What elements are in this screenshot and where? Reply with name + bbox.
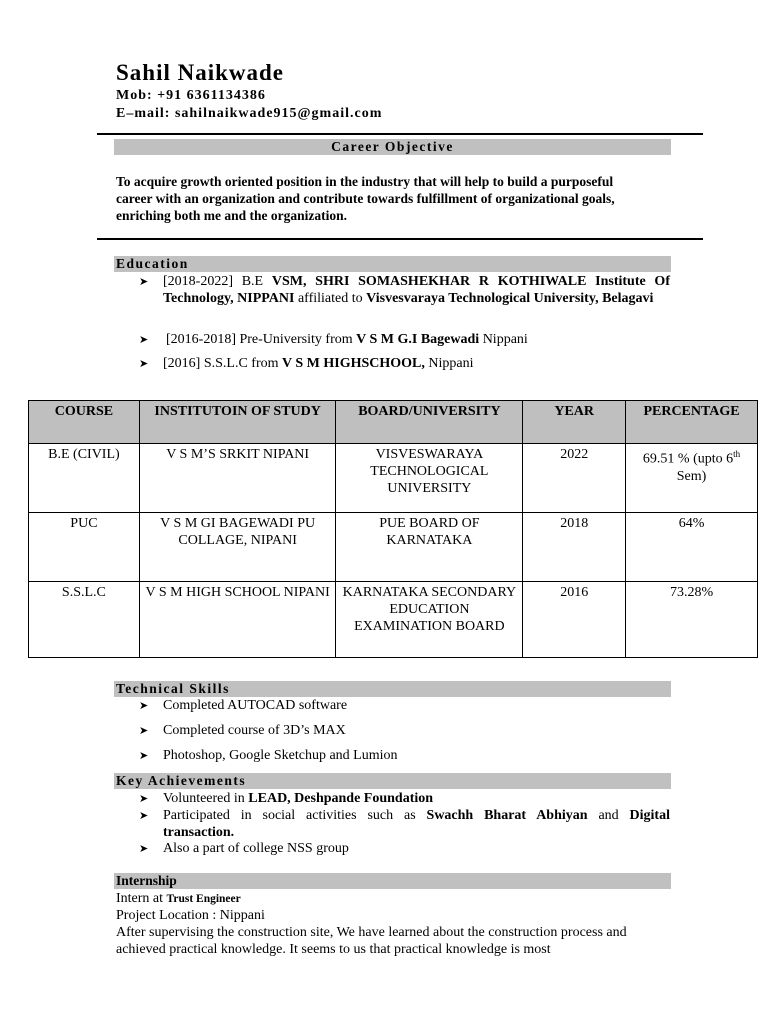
column-header: PERCENTAGE <box>626 401 758 444</box>
education-item: ➤ [2018-2022] B.E VSM, SHRI SOMASHEKHAR R KOTHIWALE Institute Of Technology, NIPPANI affiliated to Visvesvaraya Technological University, Belagavi <box>139 274 670 306</box>
table-cell: V S M GI BAGEWADI PU COLLAGE, NIPANI <box>139 513 336 582</box>
column-header: COURSE <box>29 401 140 444</box>
education-heading: Education <box>114 256 671 272</box>
intern-at: Intern at Trust Engineer <box>116 891 241 906</box>
career-objective-heading: Career Objective <box>114 139 671 155</box>
candidate-name: Sahil Naikwade <box>116 60 285 85</box>
technical-skills-heading: Technical Skills <box>114 681 671 697</box>
table-cell: V S M HIGH SCHOOL NIPANI <box>139 582 336 658</box>
skill-item: ➤ Photoshop, Google Sketchup and Lumion <box>139 748 398 763</box>
arrow-bullet-icon: ➤ <box>139 700 149 712</box>
internship-heading: Internship <box>114 873 671 889</box>
table-row <box>29 582 758 658</box>
divider <box>97 133 703 135</box>
table-cell: 64% <box>626 513 758 582</box>
divider <box>97 238 703 240</box>
table-cell: PUE BOARD OF KARNATAKA <box>336 513 523 582</box>
arrow-bullet-icon: ➤ <box>139 810 149 822</box>
table-row <box>29 513 758 582</box>
table-cell: 69.51 % (upto 6th Sem) <box>626 444 758 513</box>
education-item: ➤ [2016-2018] Pre-University from V S M G.I Bagewadi Nippani <box>139 332 528 347</box>
education-table <box>28 400 758 658</box>
arrow-bullet-icon: ➤ <box>139 358 149 370</box>
internship-description: After supervising the construction site, We have learned about the construction process and achieved practical knowledge. It seems to us that practical knowledge is most <box>116 925 627 957</box>
arrow-bullet-icon: ➤ <box>139 750 149 762</box>
arrow-bullet-icon: ➤ <box>139 334 149 346</box>
table-cell: 73.28% <box>626 582 758 658</box>
career-objective-text: To acquire growth oriented position in the industry that will help to build a purposeful career with an organization and contribute towards fulfillment of organizational goals, enriching both me and the organization. <box>116 174 615 223</box>
table-cell: 2022 <box>523 444 626 513</box>
table-cell: KARNATAKA SECONDARY EDUCATION EXAMINATION BOARD <box>336 582 523 658</box>
arrow-bullet-icon: ➤ <box>139 843 149 855</box>
table-cell: VISVESWARAYA TECHNOLOGICAL UNIVERSITY <box>336 444 523 513</box>
mobile-number: Mob: +91 6361134386 <box>116 88 266 103</box>
arrow-bullet-icon: ➤ <box>139 725 149 737</box>
arrow-bullet-icon: ➤ <box>139 276 149 288</box>
table-cell: 2016 <box>523 582 626 658</box>
arrow-bullet-icon: ➤ <box>139 793 149 805</box>
achievement-item: ➤ Also a part of college NSS group <box>139 841 349 856</box>
column-header: YEAR <box>523 401 626 444</box>
table-cell: PUC <box>29 513 140 582</box>
education-item: ➤ [2016] S.S.L.C from V S M HIGHSCHOOL, Nippani <box>139 356 474 371</box>
table-cell: S.S.L.C <box>29 582 140 658</box>
achievement-item: ➤ Volunteered in LEAD, Deshpande Foundation <box>139 791 434 806</box>
column-header: BOARD/UNIVERSITY <box>336 401 523 444</box>
skill-item: ➤ Completed AUTOCAD software <box>139 698 348 713</box>
achievement-item: ➤ Participated in social activities such as Swachh Bharat Abhiyan and Digital transaction. <box>139 808 670 840</box>
column-header: INSTITUTOIN OF STUDY <box>139 401 336 444</box>
table-cell: 2018 <box>523 513 626 582</box>
table-row <box>29 444 758 513</box>
table-cell: B.E (CIVIL) <box>29 444 140 513</box>
project-location: Project Location : Nippani <box>116 908 265 923</box>
table-cell: V S M’S SRKIT NIPANI <box>139 444 336 513</box>
table-header-row <box>29 401 758 444</box>
skill-item: ➤ Completed course of 3D’s MAX <box>139 723 346 738</box>
key-achievements-heading: Key Achievements <box>114 773 671 789</box>
email-address: E–mail: sahilnaikwade915@gmail.com <box>116 106 383 121</box>
